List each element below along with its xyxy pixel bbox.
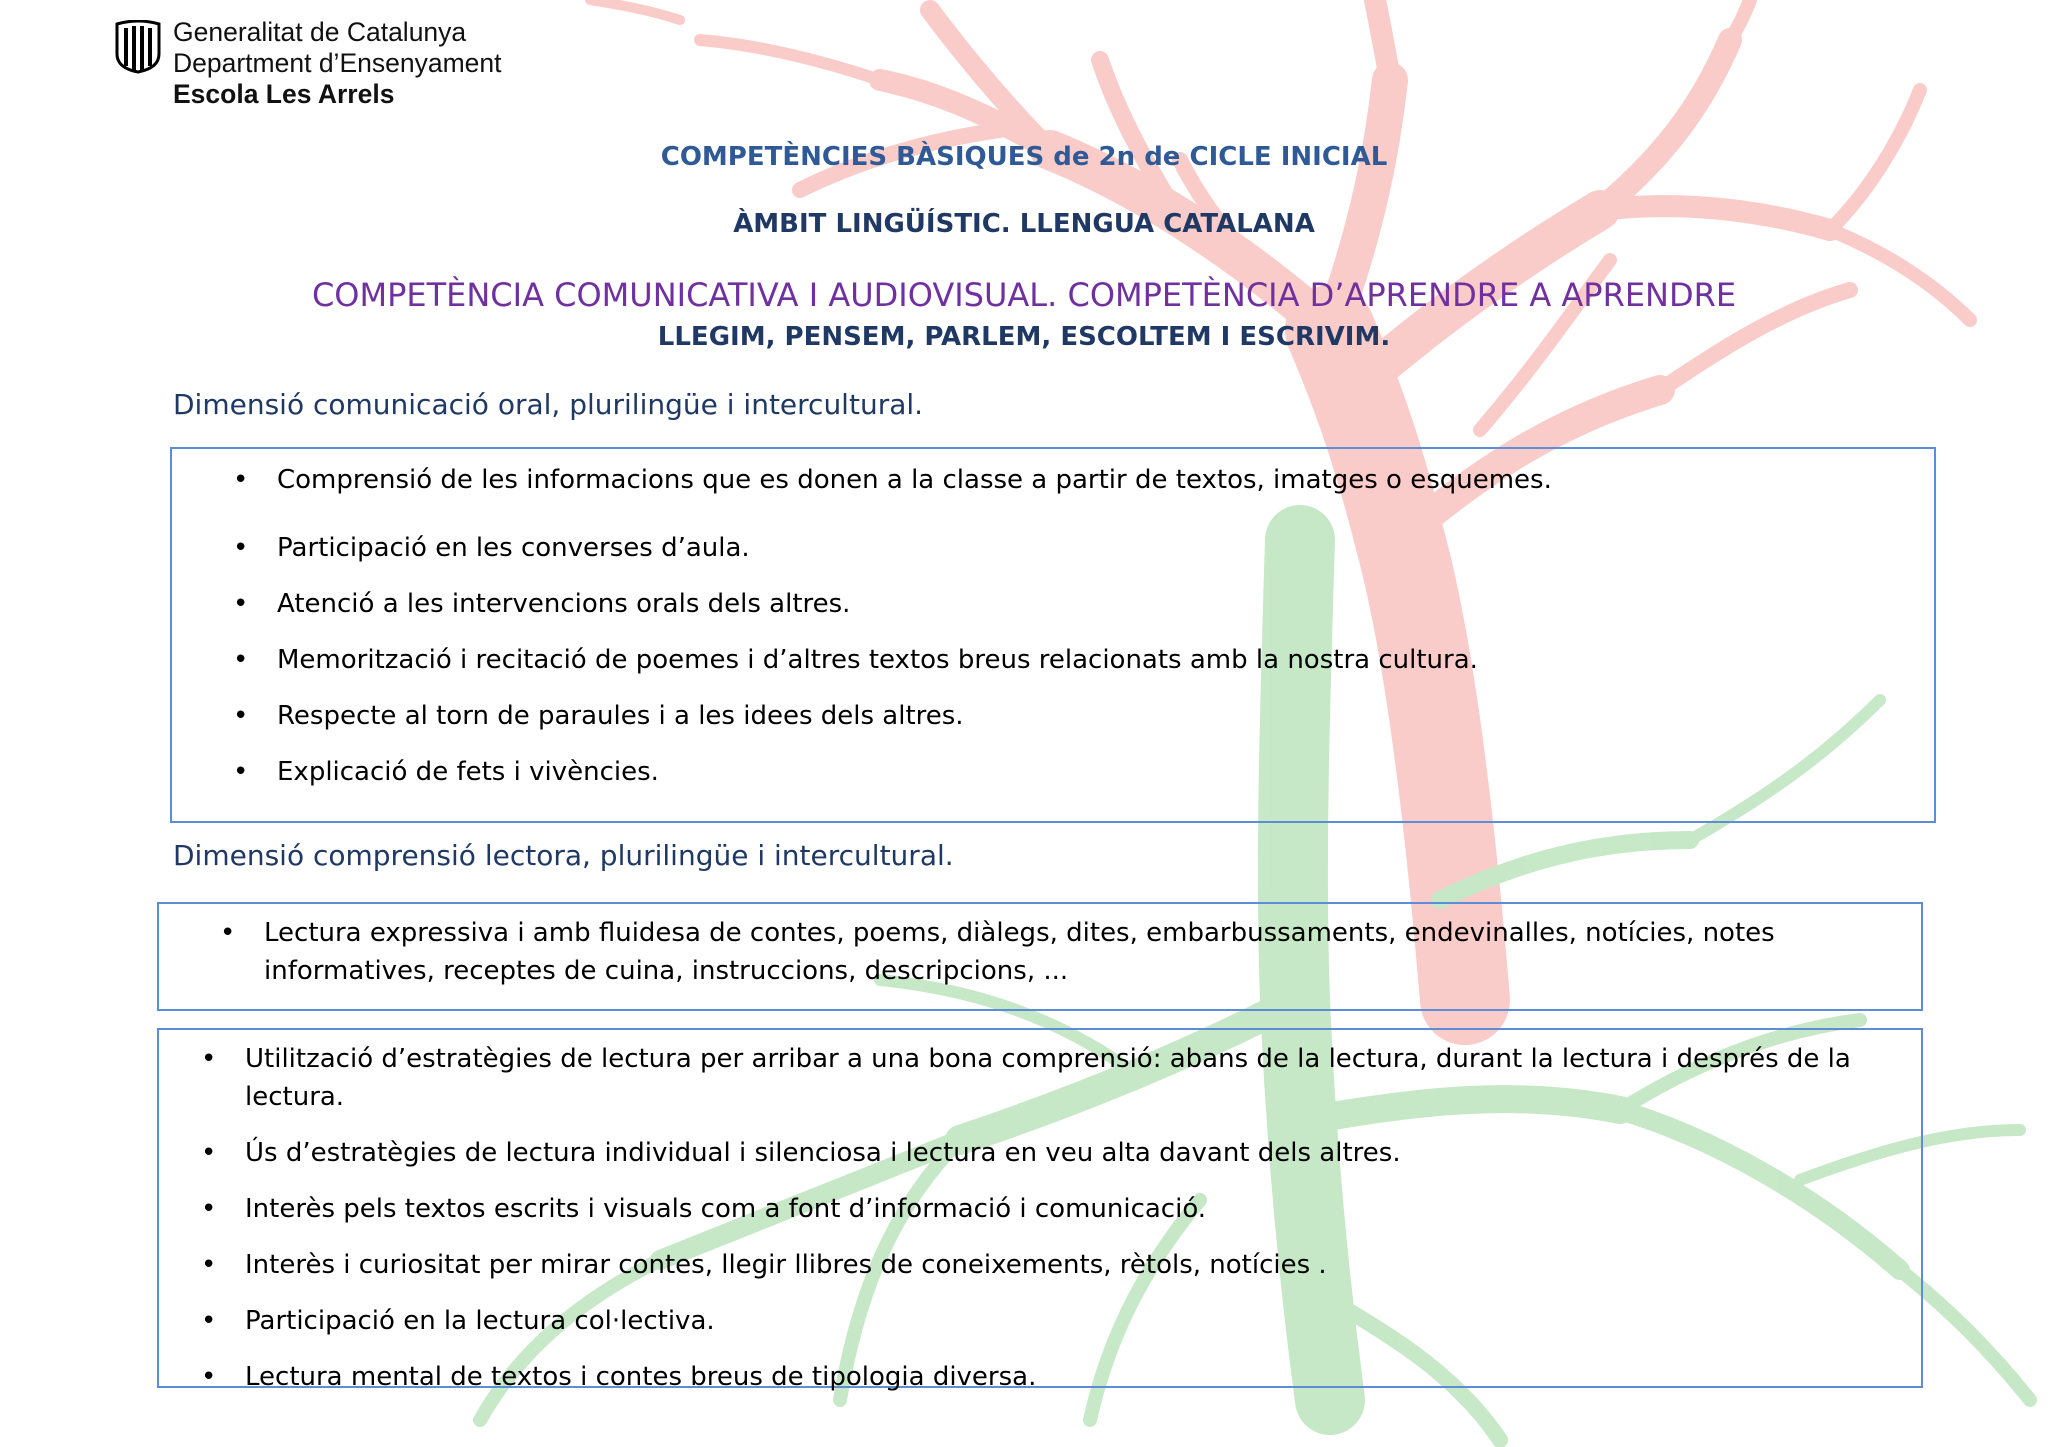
reading-box-2	[157, 1028, 1923, 1392]
oral-competences-list	[277, 461, 1897, 809]
section-heading-reading: Dimensió comprensió lectora, plurilingüe i intercultural.	[173, 839, 954, 872]
section-heading-oral: Dimensió comunicació oral, plurilingüe i intercultural.	[173, 388, 924, 421]
reading-list-1	[264, 914, 1904, 990]
list-item: • Ús d’estratègies de lectura individual i silenciosa i lectura en veu alta davant dels altres.	[245, 1134, 1915, 1172]
school-name: Escola Les Arrels	[173, 79, 395, 109]
list-item: • Interès pels textos escrits i visuals com a font d’informació i comunicació.	[245, 1190, 1915, 1228]
motto-title: LLEGIM, PENSEM, PARLEM, ESCOLTEM I ESCRIVIM.	[657, 322, 1391, 352]
reading-list-2	[245, 1040, 1915, 1414]
institution-header	[173, 17, 501, 110]
list-item: • Atenció a les intervencions orals dels altres.	[277, 585, 1897, 623]
generalitat-logo-icon	[113, 20, 163, 74]
oral-competences-box	[170, 447, 1936, 823]
list-item: • Interès i curiositat per mirar contes, llegir llibres de coneixements, rètols, notícies .	[245, 1246, 1915, 1284]
competence-title: COMPETÈNCIA COMUNICATIVA I AUDIOVISUAL. COMPETÈNCIA D’APRENDRE A APRENDRE	[311, 276, 1737, 314]
list-item: • Participació en les converses d’aula.	[277, 529, 1897, 567]
institution-name: Generalitat de Catalunya	[173, 17, 467, 47]
reading-box-1	[157, 902, 1923, 1011]
department-name: Department d’Ensenyament	[173, 48, 502, 78]
list-item: • Participació en la lectura col·lectiva.	[245, 1302, 1915, 1340]
list-item: • Memorització i recitació de poemes i d’altres textos breus relacionats amb la nostra cultura.	[277, 641, 1897, 679]
list-item: • Comprensió de les informacions que es donen a la classe a partir de textos, imatges o esquemes.	[277, 461, 1897, 499]
list-item: • Explicació de fets i vivències.	[277, 753, 1897, 791]
list-item: • Lectura expressiva i amb fluidesa de contes, poems, diàlegs, dites, embarbussaments, endevinalles, notícies, notes informatives, receptes de cuina, instruccions, descripcions, ...	[264, 914, 1904, 990]
list-item: • Utilització d’estratègies de lectura per arribar a una bona comprensió: abans de la lectura, durant la lectura i després de la lectura.	[245, 1040, 1915, 1116]
list-item: • Lectura mental de textos i contes breus de tipologia diversa.	[245, 1358, 1915, 1396]
list-item: • Respecte al torn de paraules i a les idees dels altres.	[277, 697, 1897, 735]
document-title: COMPETÈNCIES BÀSIQUES de 2n de CICLE INICIAL	[660, 142, 1388, 172]
area-title: ÀMBIT LINGÜÍSTIC. LLENGUA CATALANA	[733, 209, 1315, 239]
